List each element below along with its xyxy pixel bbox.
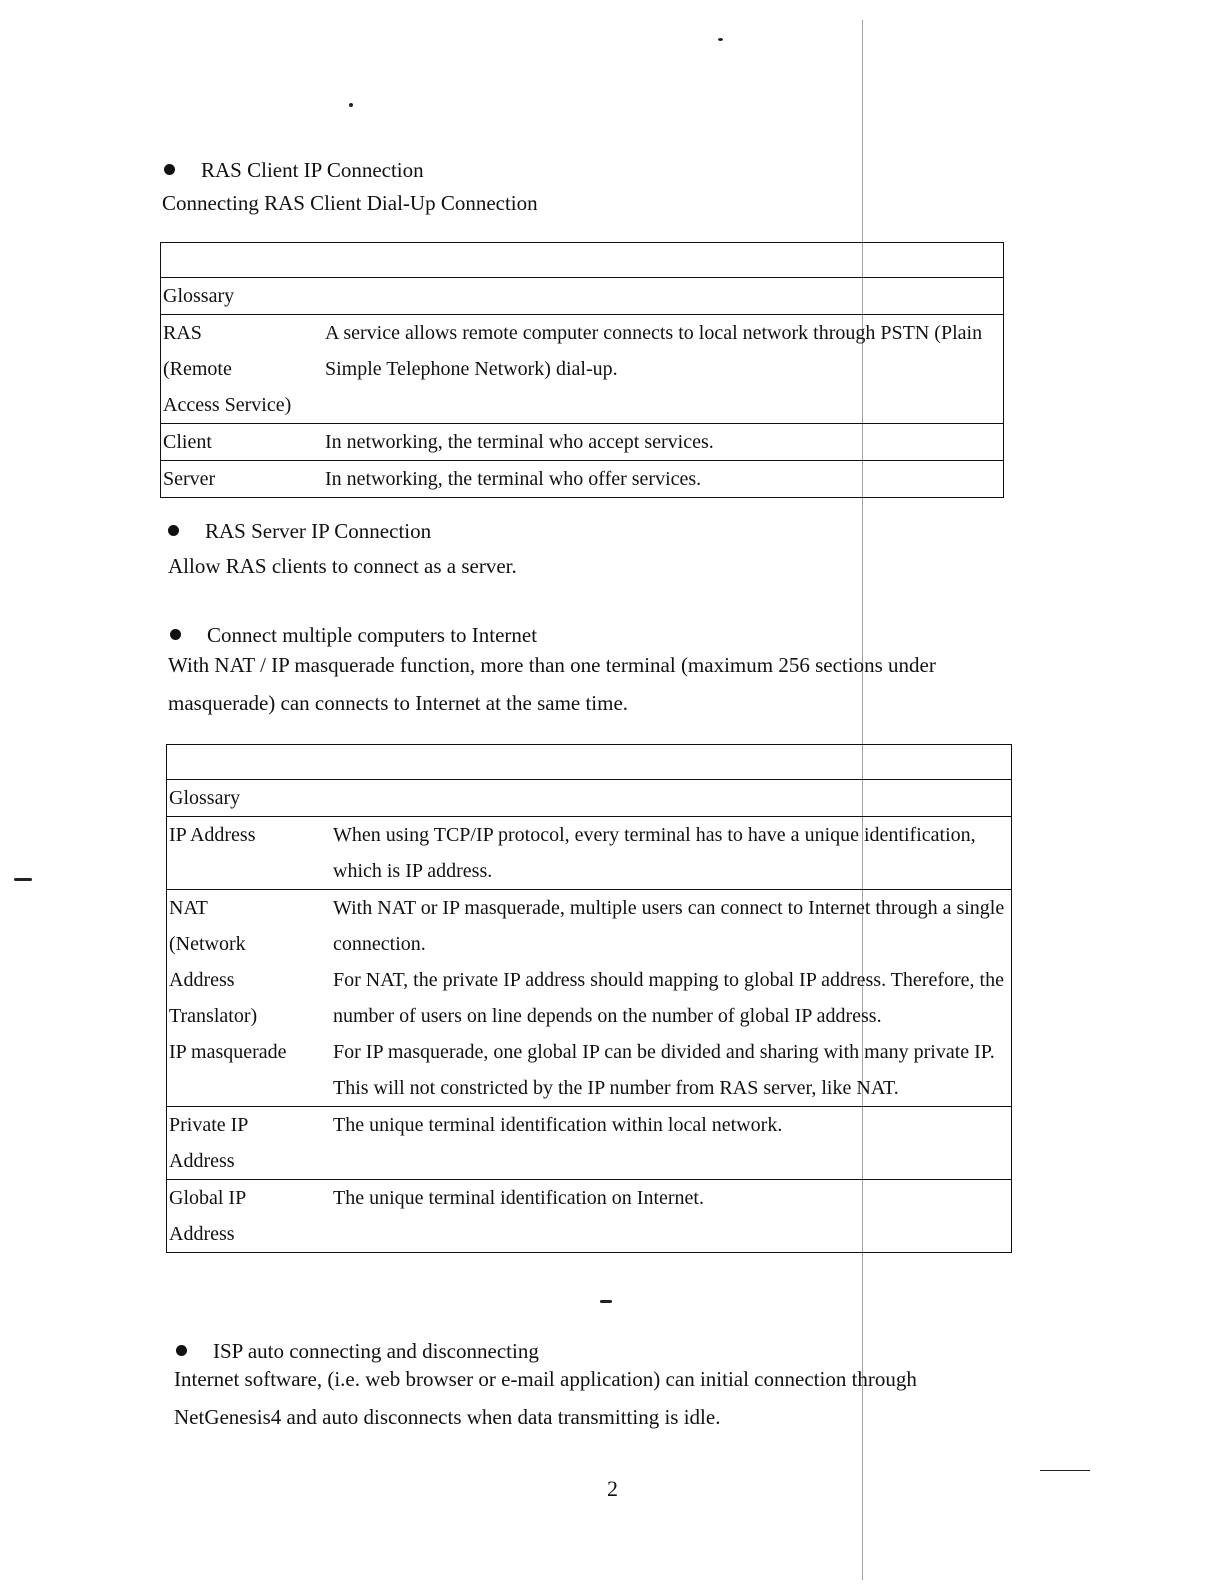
glossary-title: Glossary xyxy=(161,278,1004,315)
glossary-term: NAT (Network Address Translator) IP masquerade xyxy=(167,890,328,1107)
glossary-term: RAS (Remote Access Service) xyxy=(161,315,320,424)
glossary-term: Global IP Address xyxy=(167,1180,328,1253)
glossary-definition: The unique terminal identification within local network. xyxy=(327,1107,1012,1180)
section-paragraph: Connecting RAS Client Dial-Up Connection xyxy=(162,191,538,215)
section-heading-text: Connect multiple computers to Internet xyxy=(207,623,538,647)
definition-line: For IP masquerade, one global IP can be divided and sharing with many private IP. This will not constricted by the IP number from RAS server, like NAT. xyxy=(333,1041,995,1099)
scan-speck xyxy=(14,878,32,881)
scan-speck xyxy=(349,103,353,107)
bullet-icon xyxy=(164,164,175,175)
table-row xyxy=(161,461,1004,498)
table-row xyxy=(167,1107,1012,1180)
glossary-definition: The unique terminal identification on Internet. xyxy=(327,1180,1012,1253)
glossary-title: Glossary xyxy=(167,780,1012,817)
glossary-definition: In networking, the terminal who offer services. xyxy=(319,461,1004,498)
scan-speck xyxy=(600,1300,612,1303)
table-top-row xyxy=(167,745,1012,780)
section-heading xyxy=(170,622,537,648)
glossary-definition: In networking, the terminal who accept services. xyxy=(319,424,1004,461)
section-paragraph: Internet software, (i.e. web browser or e-mail application) can initial connection through NetGenesis4 and auto disconnects when data transmitting is idle. xyxy=(174,1367,917,1429)
section-heading xyxy=(168,518,431,544)
page-number: 2 xyxy=(607,1476,618,1501)
table-row xyxy=(167,890,1012,1107)
section-heading-text: RAS Client IP Connection xyxy=(201,158,424,182)
glossary-definition: When using TCP/IP protocol, every terminal has to have a unique identification, which is IP address. xyxy=(327,817,1012,890)
table-top-row xyxy=(161,243,1004,278)
scan-speck xyxy=(1040,1470,1090,1471)
glossary-table xyxy=(166,744,1012,1253)
table-row xyxy=(161,315,1004,424)
table-header-row xyxy=(161,278,1004,315)
glossary-definition xyxy=(327,890,1012,1107)
bullet-icon xyxy=(170,629,181,640)
definition-line: With NAT or IP masquerade, multiple users can connect to Internet through a single connection. xyxy=(333,897,1005,955)
bullet-icon xyxy=(168,525,179,536)
section-paragraph: Allow RAS clients to connect as a server. xyxy=(168,554,517,578)
scan-speck xyxy=(718,38,723,41)
section-paragraph: With NAT / IP masquerade function, more than one terminal (maximum 256 sections under masquerade) can connects to Internet at the same time. xyxy=(168,653,936,715)
section-heading-text: ISP auto connecting and disconnecting xyxy=(213,1339,539,1363)
table-row xyxy=(167,817,1012,890)
section-heading xyxy=(164,157,424,183)
glossary-term: Client xyxy=(161,424,320,461)
table-header-row xyxy=(167,780,1012,817)
glossary-term: Private IP Address xyxy=(167,1107,328,1180)
glossary-table xyxy=(160,242,1004,498)
bullet-icon xyxy=(176,1345,187,1356)
glossary-term: IP Address xyxy=(167,817,328,890)
glossary-definition: A service allows remote computer connects to local network through PSTN (Plain Simple Telephone Network) dial-up. xyxy=(319,315,1004,424)
glossary-term: Server xyxy=(161,461,320,498)
definition-line: For NAT, the private IP address should mapping to global IP address. Therefore, the number of users on line depends on the number of global IP address. xyxy=(333,969,1004,1027)
section-heading-text: RAS Server IP Connection xyxy=(205,519,432,543)
table-row xyxy=(161,424,1004,461)
table-row xyxy=(167,1180,1012,1253)
